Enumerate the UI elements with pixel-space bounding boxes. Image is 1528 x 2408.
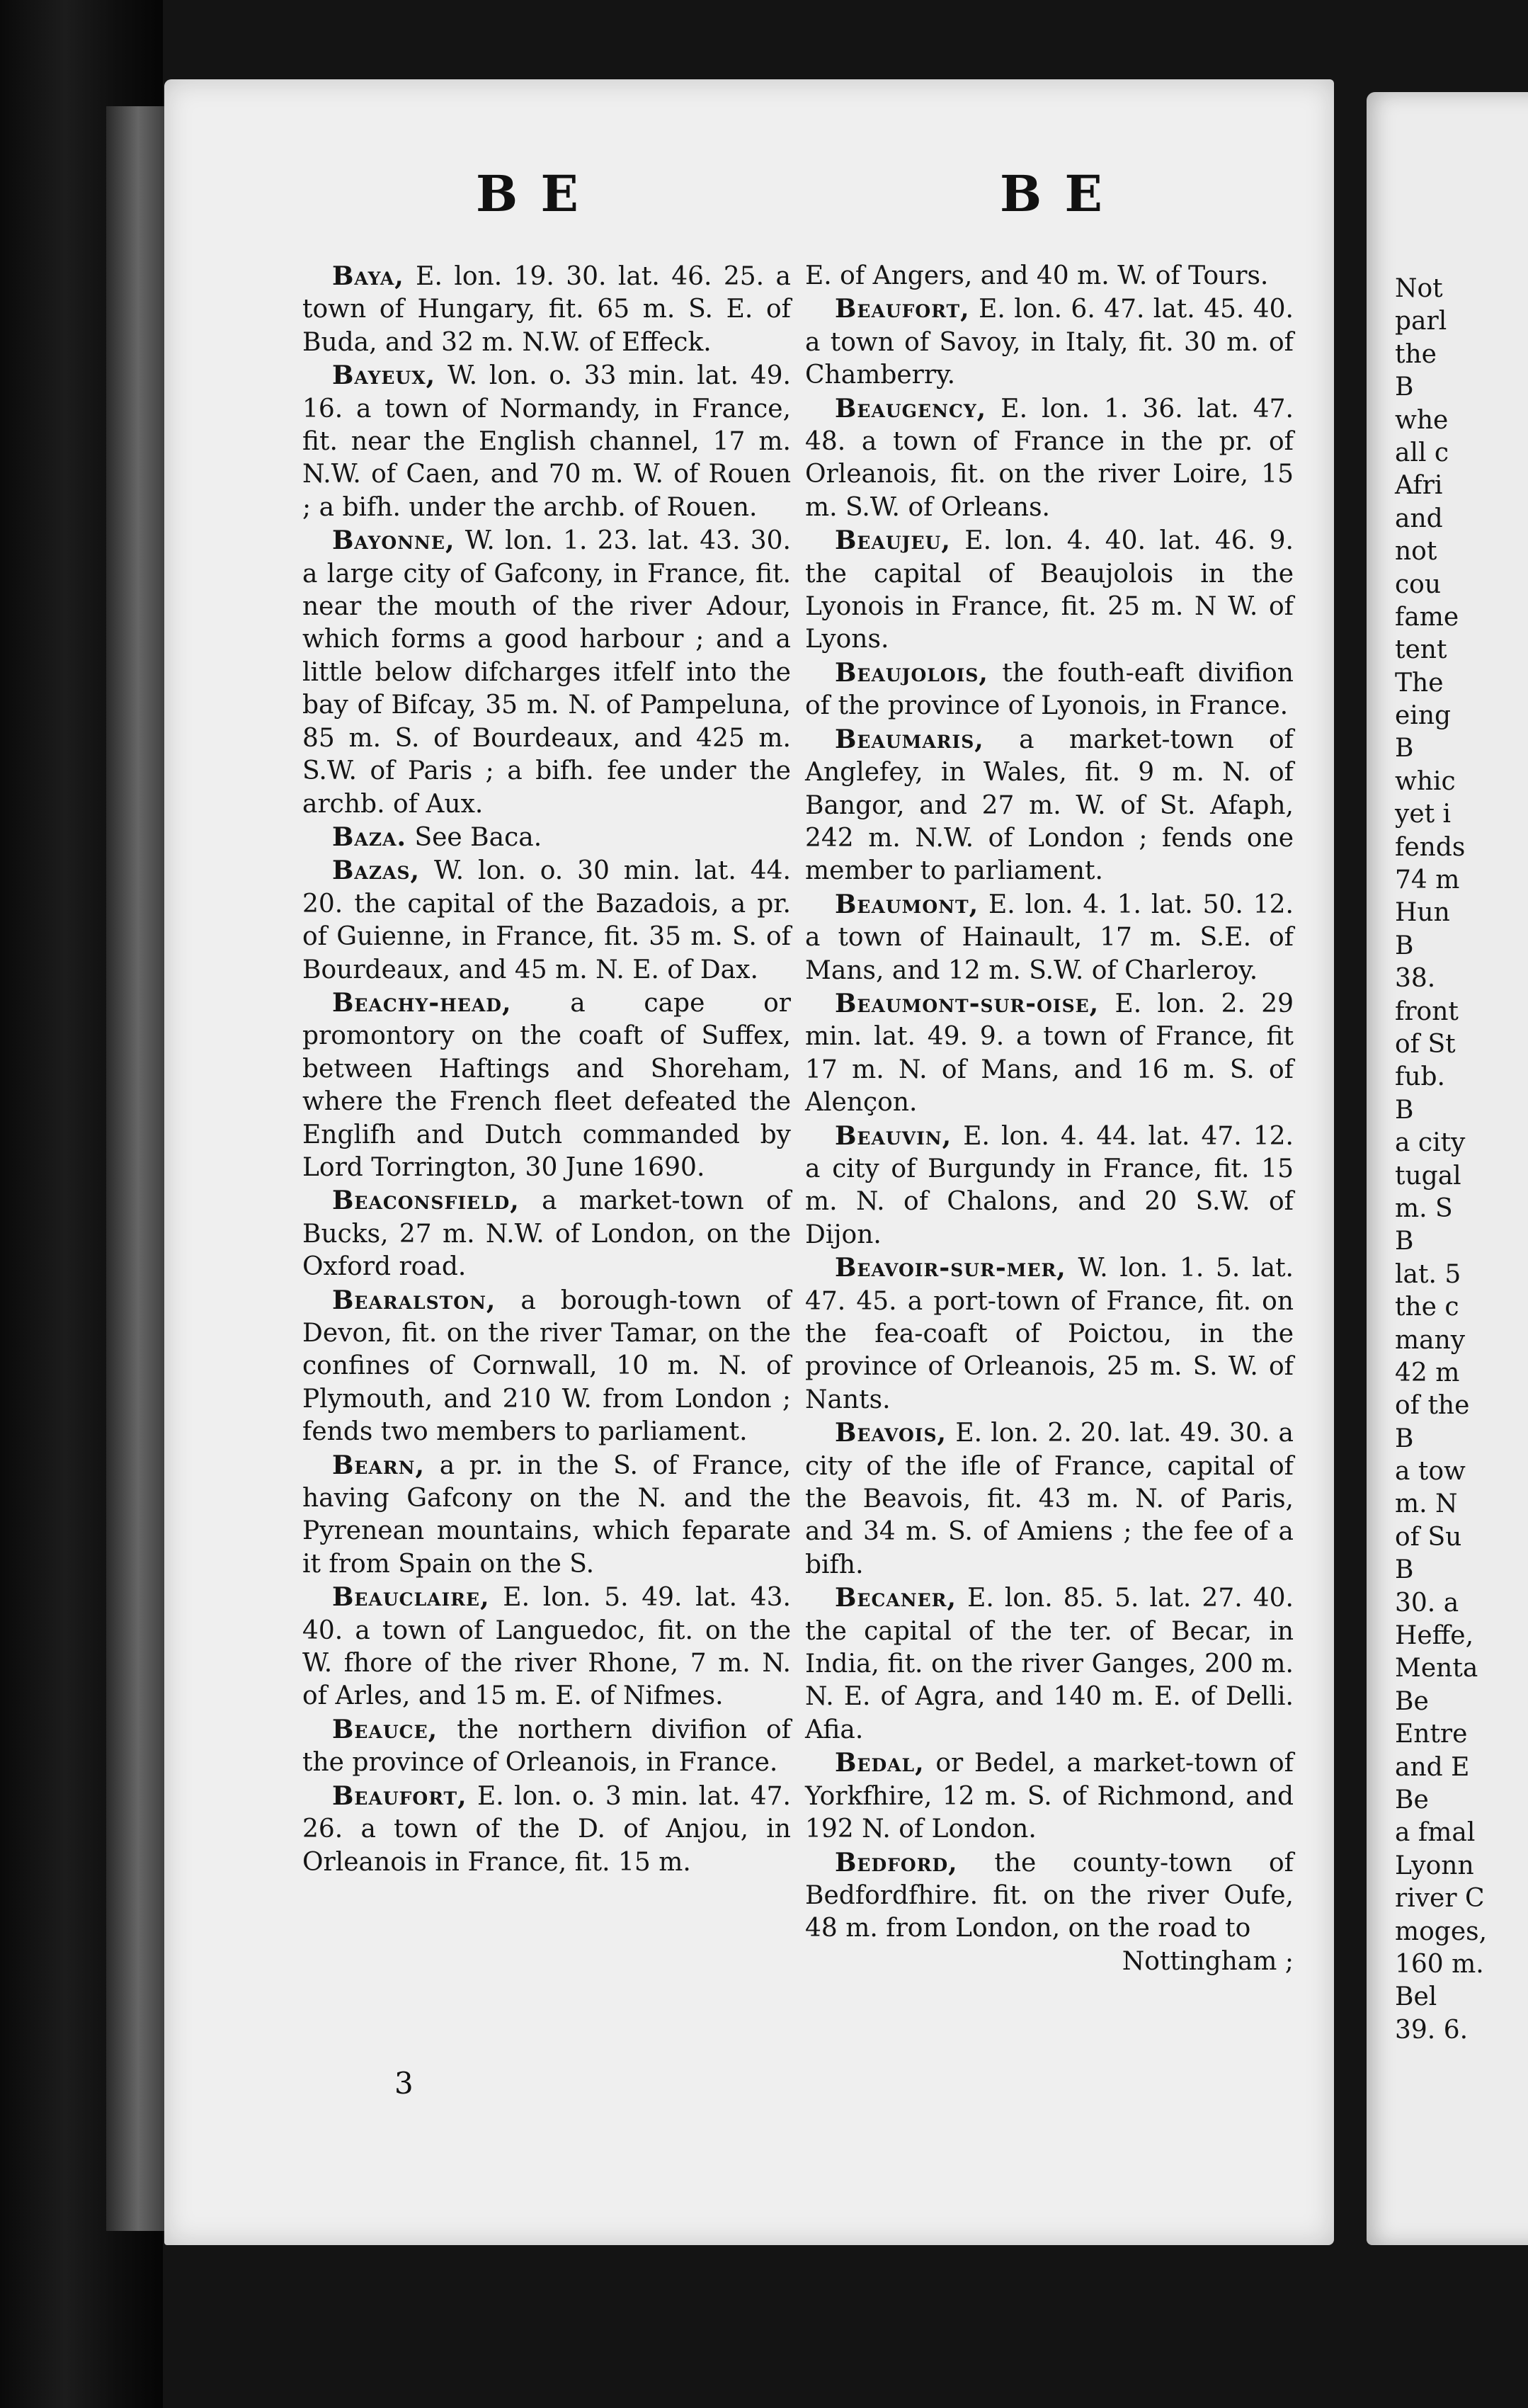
dictionary-entry bbox=[805, 1120, 1294, 1252]
dictionary-entry bbox=[302, 260, 791, 359]
entry-headword: Bearalston, bbox=[332, 1285, 496, 1315]
fragment-line: The bbox=[1395, 668, 1444, 698]
entry-continuation: E. of Angers, and 40 m. W. of Tours. bbox=[805, 261, 1269, 290]
right-column bbox=[805, 260, 1294, 1978]
fragment-line: moges, bbox=[1395, 1916, 1488, 1946]
dictionary-entry bbox=[805, 987, 1294, 1120]
page-edge bbox=[106, 106, 170, 2231]
dictionary-entry bbox=[302, 821, 791, 854]
entry-text: a pr. in the S. of France, having Gafcony on the N. and the Pyrenean mountains, which feparate it from Spain on the S. bbox=[302, 1450, 791, 1579]
fragment-line: of Su bbox=[1395, 1522, 1462, 1552]
dictionary-entry bbox=[805, 392, 1294, 525]
fragment-line: a city bbox=[1395, 1128, 1466, 1158]
entry-headword: Beaumont, bbox=[835, 889, 979, 919]
entry-headword: Beauvin, bbox=[835, 1120, 952, 1151]
entry-headword: Beaujolois, bbox=[835, 657, 988, 688]
dictionary-entry bbox=[302, 1184, 791, 1283]
fragment-line: tugal bbox=[1395, 1161, 1461, 1191]
fragment-line: the c bbox=[1395, 1293, 1459, 1322]
entry-headword: Beaumont-sur-oise, bbox=[835, 988, 1100, 1018]
entry-text: E. lon. 2. 20. lat. 49. 30. a city of the ifle of France, capital of the Beavois, fit. 43 m. N. of Paris, and 34 m. S. of Amiens ; the fee of a bifh. bbox=[805, 1419, 1294, 1579]
running-header-left: B E bbox=[476, 164, 581, 223]
fragment-line: many bbox=[1395, 1325, 1466, 1355]
fragment-line: Bel bbox=[1395, 1982, 1437, 2012]
fragment-line: B bbox=[1395, 734, 1414, 763]
entry-text: a market-town of Anglefey, in Wales, fit. 9 m. N. of Bangor, and 27 m. W. of St. Afaph, 242 m. N.W. of London ; fends one member to parliament. bbox=[805, 725, 1294, 886]
fragment-line: of the bbox=[1395, 1391, 1470, 1421]
fragment-line: and E bbox=[1395, 1752, 1470, 1782]
fragment-line: Be bbox=[1395, 1785, 1429, 1814]
fragment-line: whic bbox=[1395, 766, 1456, 796]
dictionary-entry bbox=[302, 987, 791, 1184]
entry-headword: Becaner, bbox=[835, 1583, 957, 1613]
entry-headword: Beavoir-sur-mer, bbox=[835, 1253, 1066, 1283]
fragment-line: 39. 6. bbox=[1395, 2015, 1469, 2045]
entry-headword: Baza. bbox=[332, 822, 407, 852]
fragment-line: river C bbox=[1395, 1884, 1485, 1914]
entry-text: E. lon. 19. 30. lat. 46. 25. a town of Hungary, fit. 65 m. S. E. of Buda, and 32 m. N.W. of Effeck. bbox=[302, 262, 791, 357]
dictionary-entry bbox=[302, 359, 791, 524]
entry-text: a cape or promontory on the coaft of Suffex, between Haftings and Shoreham, where the French fleet defeated the Englifh and Dutch commanded by Lord Torrington, 30 June 1690. bbox=[302, 988, 791, 1182]
fragment-line: cou bbox=[1395, 569, 1442, 599]
entry-headword: Beachy-head, bbox=[332, 987, 512, 1018]
entry-headword: Beaugency, bbox=[835, 393, 987, 424]
fragment-line: Lyonn bbox=[1395, 1851, 1474, 1880]
dictionary-entry bbox=[302, 1284, 791, 1449]
entry-headword: Bayeux, bbox=[332, 360, 436, 391]
entry-text: See Baca. bbox=[406, 822, 542, 852]
entry-text: the county-town of Bedfordfhire. fit. on the river Oufe, 48 m. from London, on the road to bbox=[805, 1848, 1294, 1943]
fragment-line: of St bbox=[1395, 1029, 1456, 1059]
entry-headword: Beaujeu, bbox=[835, 526, 951, 556]
fragment-line: Entre bbox=[1395, 1720, 1468, 1749]
entry-text: E. lon. 4. 40. lat. 46. 9. the capital of Beaujolois in the Lyonois in France, fit. 25 m. N W. of Lyons. bbox=[805, 526, 1294, 654]
dictionary-entry bbox=[302, 854, 791, 987]
dictionary-entry bbox=[302, 1449, 791, 1581]
dictionary-entry bbox=[805, 723, 1294, 888]
dictionary-entry bbox=[302, 524, 791, 821]
fragment-line: all c bbox=[1395, 438, 1449, 467]
entry-headword: Beaumaris, bbox=[835, 724, 984, 754]
fragment-line: front bbox=[1395, 996, 1459, 1026]
entry-text: E. lon. 4. 1. lat. 50. 12. a town of Hainault, 17 m. S.E. of Mans, and 12 m. S.W. of Charleroy. bbox=[805, 890, 1294, 985]
fragment-line: Heffe, bbox=[1395, 1621, 1474, 1651]
fragment-line: m. S bbox=[1395, 1193, 1453, 1223]
dictionary-entry bbox=[805, 293, 1294, 392]
entry-headword: Beauce, bbox=[332, 1714, 438, 1744]
entry-text: W. lon. 1. 23. lat. 43. 30. a large city of Gafcony, in France, fit. near the mouth of the river Adour, which forms a good harbour ; and a little below difcharges itfelf into the bay of Bifcay, 35 m. N. of Pampeluna, 85 m. S. of Bourdeaux, and 425 m. S.W. of Paris ; a bifh. fee under the archb. of Aux. bbox=[302, 526, 791, 819]
entry-text: E. lon. 5. 49. lat. 43. 40. a town of Languedoc, fit. on the W. fhore of the river Rhone, 7 m. N. of Arles, and 15 m. E. of Nifmes. bbox=[302, 1583, 791, 1711]
fragment-line: yet i bbox=[1395, 800, 1452, 829]
entry-headword: Bedal, bbox=[835, 1748, 925, 1778]
entry-headword: Bedford, bbox=[835, 1847, 958, 1878]
dictionary-entry bbox=[805, 657, 1294, 723]
fragment-line: lat. 5 bbox=[1395, 1259, 1461, 1289]
fragment-line: not bbox=[1395, 537, 1437, 567]
dictionary-entry bbox=[302, 1780, 791, 1879]
entry-text: W. lon. 1. 5. lat. 47. 45. a port-town of France, fit. on the fea-coaft of Poictou, in the province of Orleanois, 25 m. S. W. of Nants. bbox=[805, 1254, 1294, 1414]
dictionary-entry bbox=[805, 1846, 1294, 1946]
fragment-line: B bbox=[1395, 373, 1414, 402]
fragment-line: a tow bbox=[1395, 1457, 1466, 1487]
fragment-line: B bbox=[1395, 1424, 1414, 1453]
fragment-line: Be bbox=[1395, 1686, 1429, 1716]
dictionary-entry bbox=[302, 1581, 791, 1713]
entry-headword: Baya, bbox=[332, 261, 404, 291]
entry-headword: Bearn, bbox=[332, 1450, 426, 1480]
dictionary-entry bbox=[805, 1581, 1294, 1747]
fragment-line: eing bbox=[1395, 701, 1452, 731]
fragment-line: 30. a bbox=[1395, 1588, 1459, 1618]
entry-text: E. lon. 4. 44. lat. 47. 12. a city of Burgundy in France, fit. 15 m. N. of Chalons, and 20 S.W. of Dijon. bbox=[805, 1121, 1294, 1249]
fragment-line: fame bbox=[1395, 602, 1459, 632]
entry-text: a borough-town of Devon, fit. on the river Tamar, on the confines of Cornwall, 10 m. N. of Plymouth, and 210 W. from London ; fends two members to parliament. bbox=[302, 1285, 791, 1447]
fragment-line: and bbox=[1395, 504, 1443, 533]
fragment-line: parl bbox=[1395, 307, 1447, 336]
fragment-line: 160 m. bbox=[1395, 1949, 1484, 1979]
fragment-line: 38. bbox=[1395, 964, 1436, 994]
fragment-line: the bbox=[1395, 339, 1437, 369]
fragment-line: Not bbox=[1395, 274, 1443, 303]
fragment-line: Menta bbox=[1395, 1654, 1478, 1683]
entry-text: or Bedel, a market-town of Yorkfhire, 12 m. S. of Richmond, and 192 N. of London. bbox=[805, 1749, 1294, 1844]
entry-text: W. lon. o. 30 min. lat. 44. 20. the capital of the Bazadois, a pr. of Guienne, in France, fit. 35 m. S. of Bourdeaux, and 45 m. N. E. of Dax. bbox=[302, 856, 791, 984]
fragment-line: Hun bbox=[1395, 898, 1450, 928]
catchword: Nottingham ; bbox=[1122, 1946, 1294, 1976]
entry-text: E. lon. o. 3 min. lat. 47. 26. a town of the D. of Anjou, in Orleanois in France, fit. 15 m. bbox=[302, 1781, 791, 1877]
entry-text: a market-town of Bucks, 27 m. N.W. of London, on the Oxford road. bbox=[302, 1186, 791, 1282]
fragment-line: B bbox=[1395, 1227, 1414, 1256]
entry-text: W. lon. o. 33 min. lat. 49. 16. a town of Normandy, in France, fit. near the English channel, 17 m. N.W. of Caen, and 70 m. W. of Rouen ; a bifh. under the archb. of Rouen. bbox=[302, 361, 791, 522]
entry-headword: Beaufort, bbox=[332, 1781, 467, 1811]
entry-headword: Beaufort, bbox=[835, 294, 970, 324]
fragment-line: 42 m bbox=[1395, 1358, 1460, 1387]
entry-text: E. lon. 6. 47. lat. 45. 40. a town of Savoy, in Italy, fit. 30 m. of Chamberry. bbox=[805, 295, 1294, 390]
dictionary-entry bbox=[805, 1251, 1294, 1416]
entry-text: E. lon. 2. 29 min. lat. 49. 9. a town of France, fit 17 m. N. of Mans, and 16 m. S. of Alençon. bbox=[805, 989, 1294, 1118]
entry-text: E. lon. 85. 5. lat. 27. 40. the capital of the ter. of Becar, in India, fit. on the river Ganges, 200 m. N. E. of Agra, and 140 m. E. of Delli. Afia. bbox=[805, 1584, 1294, 1744]
entry-text: E. lon. 1. 36. lat. 47. 48. a town of France in the pr. of Orleanois, fit. on the river Loire, 15 m. S.W. of Orleans. bbox=[805, 394, 1294, 522]
dictionary-entry bbox=[805, 888, 1294, 987]
fragment-line: fub. bbox=[1395, 1062, 1445, 1092]
dictionary-entry bbox=[805, 524, 1294, 657]
entry-text: the northern divifion of the province of Orleanois, in France. bbox=[302, 1715, 791, 1778]
entry-headword: Beauclaire, bbox=[332, 1582, 490, 1613]
dictionary-entry bbox=[805, 1416, 1294, 1581]
entry-text: the fouth-eaft divifion of the province of Lyonois, in France. bbox=[805, 658, 1294, 721]
fragment-line: B bbox=[1395, 1555, 1414, 1585]
entry-headword: Bazas, bbox=[332, 856, 421, 886]
running-header-right: B E bbox=[1000, 164, 1105, 223]
entry-headword: Beavois, bbox=[835, 1418, 947, 1448]
fragment-line: 74 m bbox=[1395, 865, 1460, 895]
fragment-line: a fmal bbox=[1395, 1818, 1476, 1848]
dictionary-entry bbox=[302, 1713, 791, 1780]
fragment-line: B bbox=[1395, 1095, 1414, 1125]
fragment-line: Afri bbox=[1395, 471, 1443, 501]
fragment-line: whe bbox=[1395, 405, 1449, 435]
page-number: 3 bbox=[394, 2066, 414, 2101]
entry-headword: Beaconsfield, bbox=[332, 1186, 520, 1216]
dictionary-entry bbox=[805, 1747, 1294, 1846]
entry-headword: Bayonne, bbox=[332, 526, 455, 556]
fragment-line: B bbox=[1395, 931, 1414, 960]
fragment-line: fends bbox=[1395, 832, 1466, 862]
fragment-line: m. N bbox=[1395, 1489, 1458, 1519]
fragment-line: tent bbox=[1395, 635, 1447, 665]
left-column bbox=[302, 260, 791, 1879]
facing-page-text bbox=[1395, 273, 1528, 2047]
book-page bbox=[164, 79, 1334, 2245]
facing-page-fragment bbox=[1367, 92, 1528, 2245]
